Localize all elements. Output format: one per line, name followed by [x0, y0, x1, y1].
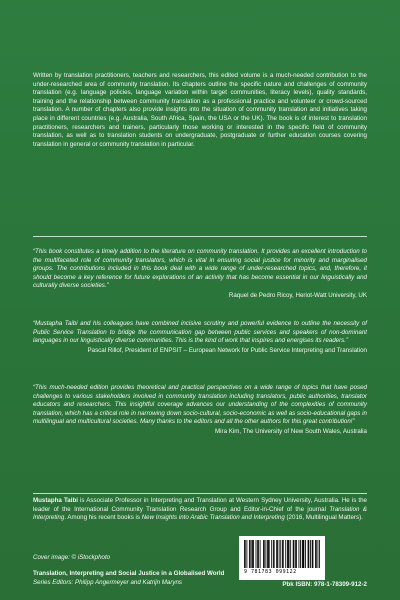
barcode-bar — [264, 540, 265, 568]
barcode-bar — [293, 540, 294, 568]
barcode-bar — [294, 540, 295, 568]
endorsement-attribution: Pascal Rillof, President of ENPSIT – European Network for Public Service Interpreting and Translation — [87, 346, 367, 354]
barcode-bar — [287, 540, 288, 568]
author-bio-text: . Among his recent books is — [64, 514, 142, 522]
barcode-bar — [279, 540, 280, 568]
barcode-bar — [260, 540, 261, 568]
barcode-bar — [288, 540, 289, 568]
barcode-bar — [319, 540, 320, 568]
barcode-bar — [274, 540, 275, 568]
barcode-bar — [273, 540, 274, 568]
barcode-bar — [283, 540, 284, 568]
barcode-bar — [268, 540, 269, 568]
barcode-bar — [271, 540, 272, 568]
barcode-bar — [280, 540, 281, 568]
endorsement — [33, 248, 367, 301]
barcode-bar — [282, 540, 283, 568]
series-info — [33, 570, 224, 587]
journal-title: Translation & Interpreting — [33, 505, 367, 522]
barcode-bar — [245, 540, 246, 568]
barcode-bar — [310, 540, 311, 568]
barcode-bar — [252, 540, 253, 568]
barcode-bar — [303, 540, 304, 568]
series-title: Translation, Interpreting and Social Justice in a Globalised World — [33, 570, 225, 577]
barcode-bar — [249, 540, 250, 568]
book-title: New Insights into Arabic Translation and Interpreting — [141, 514, 285, 522]
endorsement-attribution: Raquel de Pedro Ricoy, Heriot-Watt University, UK — [228, 291, 367, 299]
barcode-digits: 9 781783 099122 — [244, 569, 297, 575]
endorsement — [33, 384, 367, 437]
barcode-bar — [316, 540, 317, 568]
barcode-bar — [295, 540, 296, 568]
barcode-bar — [253, 540, 254, 568]
barcode-bar — [277, 540, 278, 568]
barcode-bar — [257, 540, 258, 568]
divider — [33, 236, 367, 237]
barcode-bar — [289, 540, 290, 568]
barcode-bar — [251, 540, 252, 568]
author-bio — [33, 497, 367, 523]
barcode-bar — [256, 540, 257, 568]
barcode-bar — [269, 540, 270, 568]
cover-image-credit: Cover image: © iStockphoto — [33, 554, 111, 561]
barcode-bar — [244, 540, 245, 568]
book-description: Written by translation practitioners, teachers and researchers, this edited volume is a much-needed contribution to the under-researched area of community translation. Its chapters outline the specific nature and challenges of community translation (e.g. language policies, language variation within target communities, literacy levels), quality standards, training and the relationship between community translation as a professional practice and volunteer or crowd-sourced translation. A number of chapters also provide insights into the situation of community translation and initiatives taking place in different countries (e.g. Australia, South Africa, Spain, the USA or the UK). The book is of interest to translation practitioners, researchers and trainers, particularly those working or interested in the specific field of community translation, as well as to translation students on undergraduate, postgraduate or further education courses covering translation in general or community translation in particular. — [33, 72, 367, 148]
barcode-bar — [312, 540, 313, 568]
barcode-bar — [308, 540, 309, 568]
barcode-bars — [244, 540, 320, 568]
barcode-bar — [299, 540, 300, 568]
barcode-bar — [296, 540, 297, 568]
barcode-bar — [308, 540, 309, 568]
barcode — [239, 536, 325, 580]
barcode-bar — [285, 540, 286, 568]
barcode-bar — [313, 540, 314, 568]
barcode-bar — [258, 540, 259, 568]
barcode-bar — [250, 540, 251, 568]
endorsement-text: “This much-needed edition provides theoretical and practical perspectives on a wide range of topics that have posed challenges to various stakeholders involved in community translation including translators, public authorities, translator educators and researchers. This insightful coverage advances our understanding of the complexities of community translation, which has a critical role in narrowing down socio-cultural, socio-economic as well as socio-educational gaps in multilingual and multicultural societies. Many thanks to the editors and all the other authors for this great contribution!” — [33, 384, 367, 426]
series-editors: Series Editors: Philipp Angermeyer and Katrijn Maryns — [33, 578, 183, 586]
divider — [33, 493, 367, 494]
endorsement — [33, 320, 367, 355]
barcode-bar — [246, 540, 247, 568]
barcode-bar — [302, 540, 303, 568]
barcode-bar — [290, 540, 291, 568]
barcode-bar — [300, 540, 301, 568]
barcode-bar — [318, 540, 319, 568]
barcode-bar — [265, 540, 266, 568]
barcode-bar — [305, 540, 306, 568]
author-bio-text: (2016, Multilingual Matters). — [284, 514, 363, 522]
endorsement-text: “Mustapha Taibi and his colleagues have combined incisive scrutiny and powerful evidence to outline the necessity of Public Service Translation to bridge the communication gap between public services and speakers of non-dominant languages in our linguistically diverse communities. This is the kind of work that inspires and energises its readers.” — [33, 320, 367, 345]
barcode-bar — [263, 540, 264, 568]
isbn: Pbk ISBN: 978-1-78309-912-2 — [282, 581, 367, 588]
endorsement-text: “This book constitutes a timely addition to the literature on community translation. It provides an excellent introduction to the multifaceted role of community translators, which is vital in ensuring social justice for minority and marginalised groups. The contributions included in this book deal with a wide range of under-researched topics, and, therefore, it should become a key reference for future explorations of an activity that has become essential in our linguistically and culturally diverse societies.” — [33, 248, 367, 290]
barcode-bar — [303, 540, 304, 568]
author-name: Mustapha Taibi — [33, 497, 78, 504]
barcode-bar — [267, 540, 268, 568]
barcode-bar — [276, 540, 277, 568]
barcode-bar — [315, 540, 316, 568]
author-bio-text: is Associate Professor in Interpreting and Translation at Western Sydney University, Australia. He is the leader of the International Community Translation Research Group and Editor-in-Chief of the journal — [33, 497, 367, 513]
endorsement-attribution: Mira Kim, The University of New South Wales, Australia — [215, 427, 367, 435]
